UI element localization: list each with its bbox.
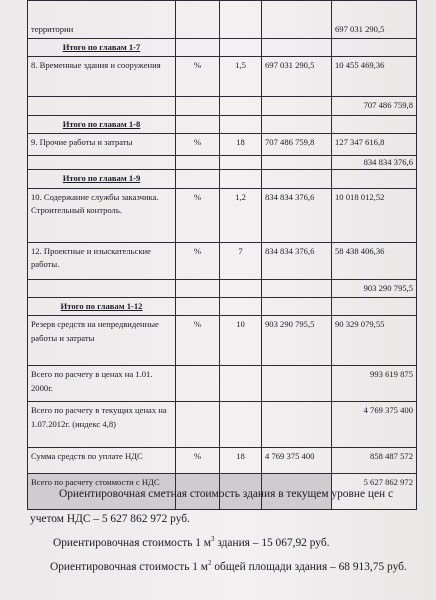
table-row [28, 188, 417, 242]
row-cost: 858 487 572 [332, 448, 417, 474]
row-unit: % [176, 242, 220, 279]
row-unit: % [176, 57, 220, 97]
row-base: 834 834 376,6 [262, 242, 332, 279]
row-unit: % [176, 188, 220, 242]
row-cost: 4 769 375 400 [332, 402, 417, 448]
summary-text-line: учетом НДС – 5 627 862 972 руб. [30, 513, 190, 525]
row-name: 9. Прочие работы и затраты [28, 133, 176, 155]
row-unit: % [176, 133, 220, 155]
row-name: Сумма средств по уплате НДС [28, 448, 176, 474]
table-row [28, 242, 417, 279]
subtotal-row [28, 39, 417, 57]
row-cost: 993 619 875 [332, 366, 417, 402]
row-base: 834 834 376,6 [262, 188, 332, 242]
row-cost: 834 834 376,6 [332, 155, 417, 169]
row-name: 8. Временные здания и сооружения [28, 57, 176, 97]
subtotal-label: Итого по главам 1-8 [28, 115, 176, 133]
subtotal-row [28, 170, 417, 188]
table-row [28, 366, 417, 402]
table-row [28, 279, 417, 297]
subtotal-row [28, 115, 417, 133]
subtotal-label: Итого по главам 1-9 [28, 170, 176, 188]
row-coef: 1,2 [220, 188, 262, 242]
row-base [262, 1, 332, 39]
table-row [28, 133, 417, 155]
table-row [28, 97, 417, 115]
row-cost: 903 290 795,5 [332, 279, 417, 297]
table-row [28, 1, 417, 39]
table-row [28, 402, 417, 448]
table-row [28, 448, 417, 474]
subtotal-label: Итого по главам 1-12 [28, 297, 176, 315]
row-cost: 127 347 616,8 [332, 133, 417, 155]
row-cost: 10 018 012,52 [332, 188, 417, 242]
row-cost: 90 329 079,55 [332, 316, 417, 366]
row-name: 10. Содержание службы заказчика. Строительный контроль. [28, 188, 176, 242]
row-unit: % [176, 448, 220, 474]
row-coef: 18 [220, 133, 262, 155]
row-base: 4 769 375 400 [262, 448, 332, 474]
row-coef: 7 [220, 242, 262, 279]
row-name: Всего по расчету стоимости с НДС [28, 474, 176, 510]
row-cost: 10 455 469,36 [332, 57, 417, 97]
table-row [28, 57, 417, 97]
row-cost: 5 627 862 972 [332, 474, 417, 510]
row-coef: 10 [220, 316, 262, 366]
row-coef: 18 [220, 448, 262, 474]
summary-text-line: Ориентировочная стоимость 1 $м^3$ здания – 15 067,92 руб. [53, 535, 330, 549]
row-cost: 707 486 759,8 [332, 97, 417, 115]
row-base: 697 031 290,5 [262, 57, 332, 97]
row-base: 903 290 795,5 [262, 316, 332, 366]
row-name: Резерв средств на непредвиденные работы и затраты [28, 316, 176, 366]
row-unit: % [176, 316, 220, 366]
table-row [28, 155, 417, 169]
row-name: Всего по расчету в текущих ценах на 1.07.2012г. (индекс 4,8) [28, 402, 176, 448]
summary-text-line: Ориентировочная стоимость 1 $м^2$ общей площади здания – 68 913,75 руб. [50, 559, 407, 573]
row-name: Всего по расчету в ценах на 1.01. 2000г. [28, 366, 176, 402]
row-cost: 697 031 290,5 [332, 1, 417, 39]
table-row [28, 316, 417, 366]
row-cost: 58 438 406,36 [332, 242, 417, 279]
row-name: 12. Проектные и изыскательские работы. [28, 242, 176, 279]
row-coef: 1,5 [220, 57, 262, 97]
summary-text-line: Ориентировочная сметная стоимость здания в текущем уровне цен с [59, 488, 394, 500]
row-base: 707 486 759,8 [262, 133, 332, 155]
subtotal-row [28, 297, 417, 315]
row-unit [176, 1, 220, 39]
row-name: территории [28, 1, 176, 39]
estimate-table [27, 0, 417, 510]
subtotal-label: Итого по главам 1-7 [28, 39, 176, 57]
row-coef [220, 1, 262, 39]
